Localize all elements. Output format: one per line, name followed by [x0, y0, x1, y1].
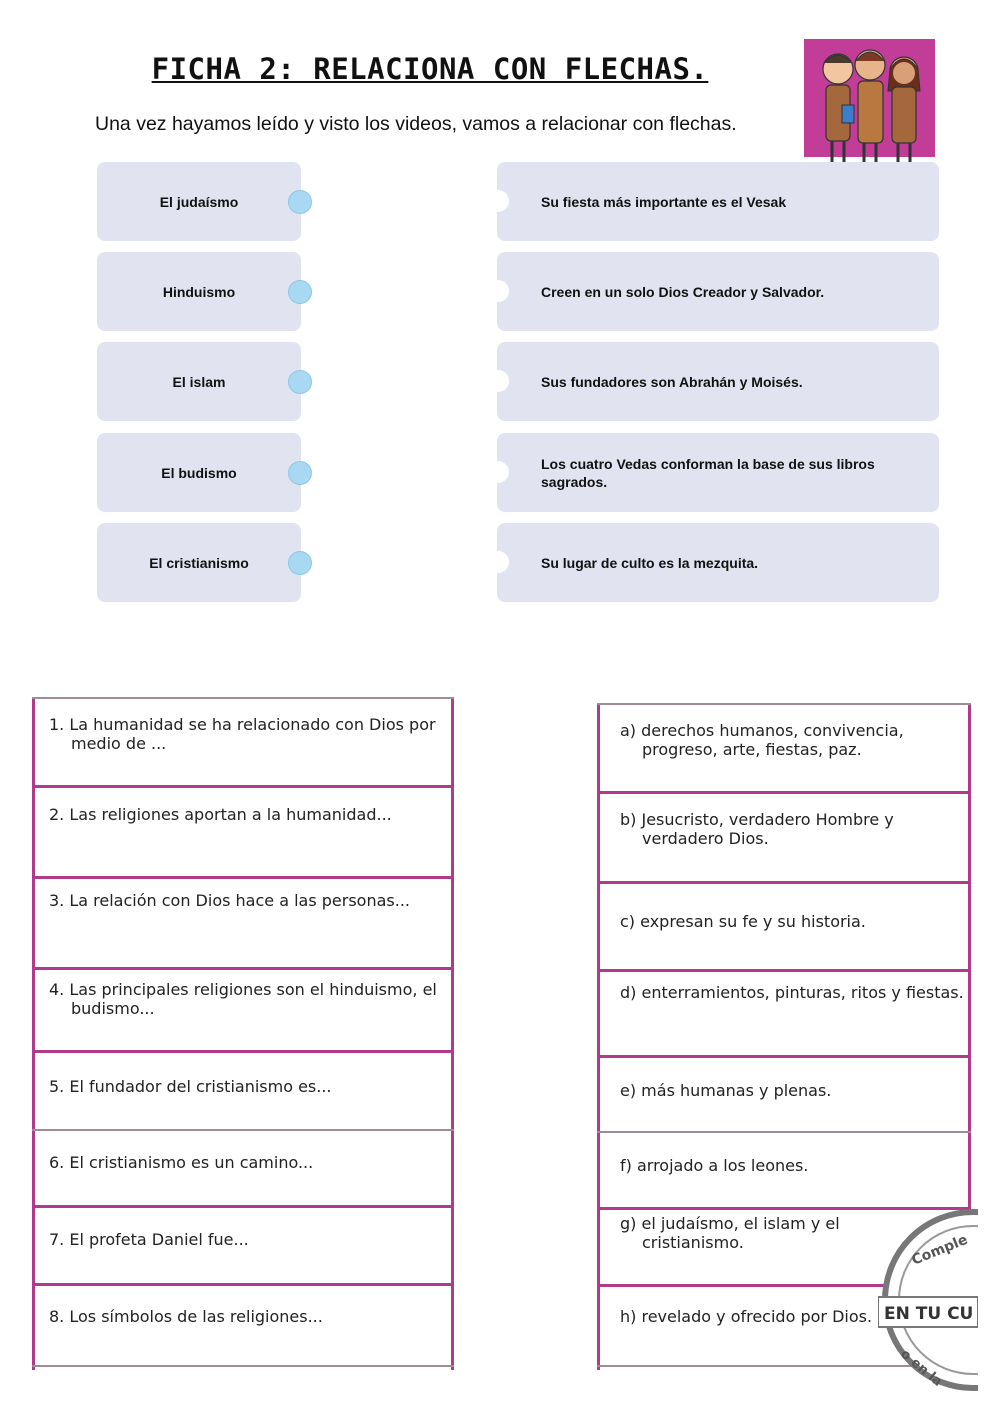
row-divider: [597, 969, 971, 972]
right-option-5: Su lugar de culto es la mezquita.: [497, 523, 939, 602]
row-divider: [32, 697, 454, 699]
connector-dot-3[interactable]: [288, 370, 312, 394]
completion-b: b) Jesucristo, verdadero Hombre y verdadero Dios.: [620, 810, 894, 848]
completion-c: c) expresan su fe y su historia.: [620, 912, 866, 931]
completion-h: h) revelado y ofrecido por Dios.: [620, 1307, 873, 1326]
target-notch-2[interactable]: [487, 280, 509, 302]
row-divider: [597, 703, 971, 705]
stamp-text-1: Comple: [909, 1231, 971, 1269]
row-divider: [32, 785, 454, 788]
target-notch-3[interactable]: [487, 370, 509, 392]
row-divider: [32, 1129, 454, 1131]
left-option-5: El cristianismo: [97, 523, 301, 602]
page-title: FICHA 2: RELACIONA CON FLECHAS.: [151, 52, 709, 86]
row-divider: [32, 876, 454, 879]
statement-5: 5. El fundador del cristianismo es...: [49, 1077, 332, 1096]
connector-dot-2[interactable]: [288, 280, 312, 304]
right-option-1: Su fiesta más importante es el Vesak: [497, 162, 939, 241]
statement-7: 7. El profeta Daniel fue...: [49, 1230, 249, 1249]
row-divider: [32, 1050, 454, 1053]
left-option-2: Hinduismo: [97, 252, 301, 331]
book-left-table: [32, 697, 454, 1370]
row-divider: [597, 881, 971, 884]
connector-dot-1[interactable]: [288, 190, 312, 214]
stamp-graphic: [878, 1205, 978, 1405]
left-option-1: El judaísmo: [97, 162, 301, 241]
left-option-3: El islam: [97, 342, 301, 421]
stamp-text-3: o en la: [897, 1346, 945, 1390]
target-notch-5[interactable]: [487, 551, 509, 573]
completion-a: a) derechos humanos, convivencia, progreso, arte, fiestas, paz.: [620, 721, 904, 759]
connector-dot-5[interactable]: [288, 551, 312, 575]
row-divider: [32, 967, 454, 970]
connector-dot-4[interactable]: [288, 461, 312, 485]
row-divider: [32, 1365, 454, 1367]
row-divider: [32, 1205, 454, 1208]
statement-8: 8. Los símbolos de las religiones...: [49, 1307, 323, 1326]
statement-3: 3. La relación con Dios hace a las personas...: [49, 891, 410, 910]
target-notch-4[interactable]: [487, 461, 509, 483]
left-option-4: El budismo: [97, 433, 301, 512]
row-divider: [597, 1131, 971, 1133]
completion-f: f) arrojado a los leones.: [620, 1156, 809, 1175]
right-option-4: Los cuatro Vedas conforman la base de sus libros sagrados.: [497, 433, 939, 512]
statement-6: 6. El cristianismo es un camino...: [49, 1153, 314, 1172]
completion-d: d) enterramientos, pinturas, ritos y fiestas.: [620, 983, 964, 1002]
row-divider: [597, 791, 971, 794]
right-option-2: Creen en un solo Dios Creador y Salvador.: [497, 252, 939, 331]
completion-g: g) el judaísmo, el islam y el cristianismo.: [620, 1214, 840, 1252]
statement-2: 2. Las religiones aportan a la humanidad...: [49, 805, 392, 824]
statement-1: 1. La humanidad se ha relacionado con Dios por medio de ...: [49, 715, 436, 753]
statement-4: 4. Las principales religiones son el hinduismo, el budismo...: [49, 980, 437, 1018]
completion-e: e) más humanas y plenas.: [620, 1081, 832, 1100]
row-divider: [597, 1055, 971, 1058]
stamp-text-2: EN TU CU: [884, 1304, 974, 1324]
right-option-3: Sus fundadores son Abrahán y Moisés.: [497, 342, 939, 421]
stamp-seal: [878, 1205, 978, 1405]
instructions-text: Una vez hayamos leído y visto los videos, vamos a relacionar con flechas.: [95, 113, 737, 135]
row-divider: [32, 1283, 454, 1286]
target-notch-1[interactable]: [487, 190, 509, 212]
